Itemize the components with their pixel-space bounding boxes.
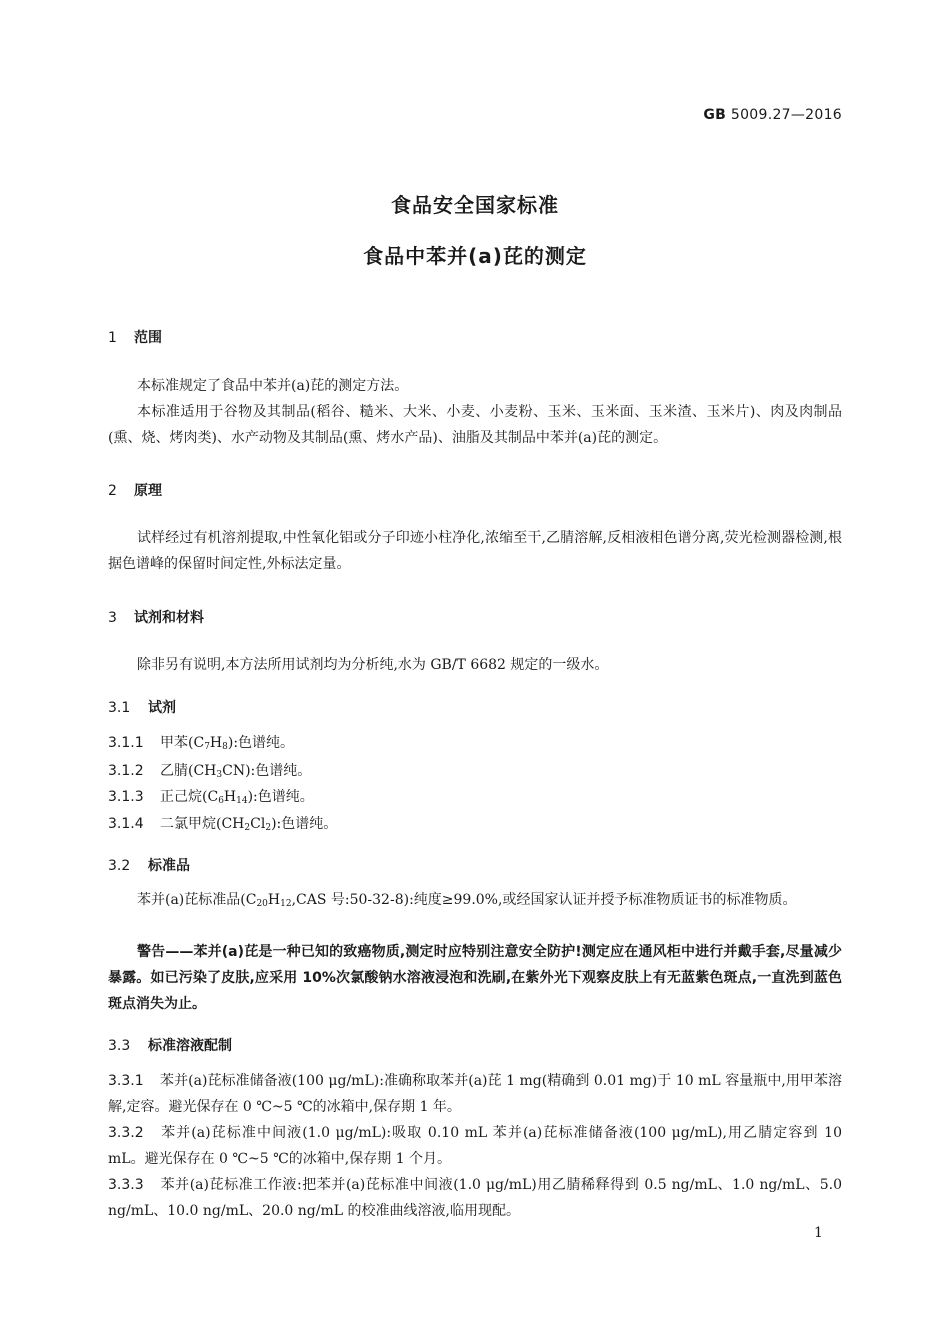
section-1-paragraph-2: 本标准适用于谷物及其制品(稻谷、糙米、大米、小麦、小麦粉、玉米、玉米面、玉米渣、玉米片)、肉及肉制品(熏、烧、烤肉类)、水产动物及其制品(熏、烤水产品)、油脂及其制品中苯并(a)芘的测定。 bbox=[108, 404, 842, 446]
list-item: 3.1.4 二氯甲烷$(CH_2Cl_2)$:色谱纯。 bbox=[108, 816, 338, 833]
section-3-2-heading: 3.2 标准品 bbox=[108, 858, 190, 874]
section-3-2-paragraph: 苯并(a)芘标准品($C_{20}H_{12},CAS$ 号:50-32-8):纯度≥99.0%,或经国家认证并授予标准物质证书的标准物质。 bbox=[137, 892, 797, 909]
list-item: 3.3.3 苯并(a)芘标准工作液:把苯并(a)芘标准中间液(1.0 μg/mL)用乙腈稀释得到 0.5 ng/mL、1.0 ng/mL、5.0 ng/mL、10.0 ng/mL、20.0 ng/mL 的校准曲线溶液,临用现配。 bbox=[108, 1177, 842, 1219]
list-item: 3.3.2 苯并(a)芘标准中间液(1.0 μg/mL):吸取 0.10 mL 苯并(a)芘标准储备液(100 μg/mL),用乙腈定容到 10 mL。避光保存在 0 ℃~5 ℃的冰箱中,保存期 1 个月。 bbox=[108, 1125, 842, 1167]
list-item: 3.3.1 苯并(a)芘标准储备液(100 μg/mL):准确称取苯并(a)芘 1 mg(精确到 0.01 mg)于 10 mL 容量瓶中,用甲苯溶解,定容。避光保存在 0 ℃~5 ℃的冰箱中,保存期 1 年。 bbox=[108, 1073, 842, 1115]
list-item: 3.1.3 正己烷$(C_6H_{14})$:色谱纯。 bbox=[108, 789, 314, 806]
document-title-line1: 食品安全国家标准 bbox=[391, 193, 559, 217]
section-1-paragraph-1: 本标准规定了食品中苯并(a)芘的测定方法。 bbox=[137, 378, 409, 394]
section-3-3-heading: 3.3 标准溶液配制 bbox=[108, 1038, 232, 1054]
page-number: 1 bbox=[814, 1225, 823, 1241]
section-1-heading: 1 范围 bbox=[108, 330, 162, 346]
section-3-heading: 3 试剂和材料 bbox=[108, 610, 204, 626]
standard-code: GB 5009.27—2016 bbox=[703, 107, 842, 123]
section-2-heading: 2 原理 bbox=[108, 483, 162, 499]
safety-warning: 警告——苯并(a)芘是一种已知的致癌物质,测定时应特别注意安全防护!测定应在通风柜中进行并戴手套,尽量减少暴露。如已污染了皮肤,应采用 10%次氯酸钠水溶液浸泡和洗刷,在紫外光下观察皮肤上有无蓝紫色斑点,一直洗到蓝色斑点消失为止。 bbox=[108, 944, 842, 1012]
section-3-paragraph: 除非另有说明,本方法所用试剂均为分析纯,水为 GB/T 6682 规定的一级水。 bbox=[137, 657, 609, 673]
section-3-1-heading: 3.1 试剂 bbox=[108, 700, 176, 716]
list-item: 3.1.1 甲苯$(C_7H_8)$:色谱纯。 bbox=[108, 735, 295, 752]
section-2-paragraph: 试样经过有机溶剂提取,中性氧化铝或分子印迹小柱净化,浓缩至干,乙腈溶解,反相液相色谱分离,荧光检测器检测,根据色谱峰的保留时间定性,外标法定量。 bbox=[108, 530, 842, 572]
document-title-line2: 食品中苯并(a)芘的测定 bbox=[363, 244, 587, 268]
list-item: 3.1.2 乙腈$(CH_3CN)$:色谱纯。 bbox=[108, 763, 312, 780]
